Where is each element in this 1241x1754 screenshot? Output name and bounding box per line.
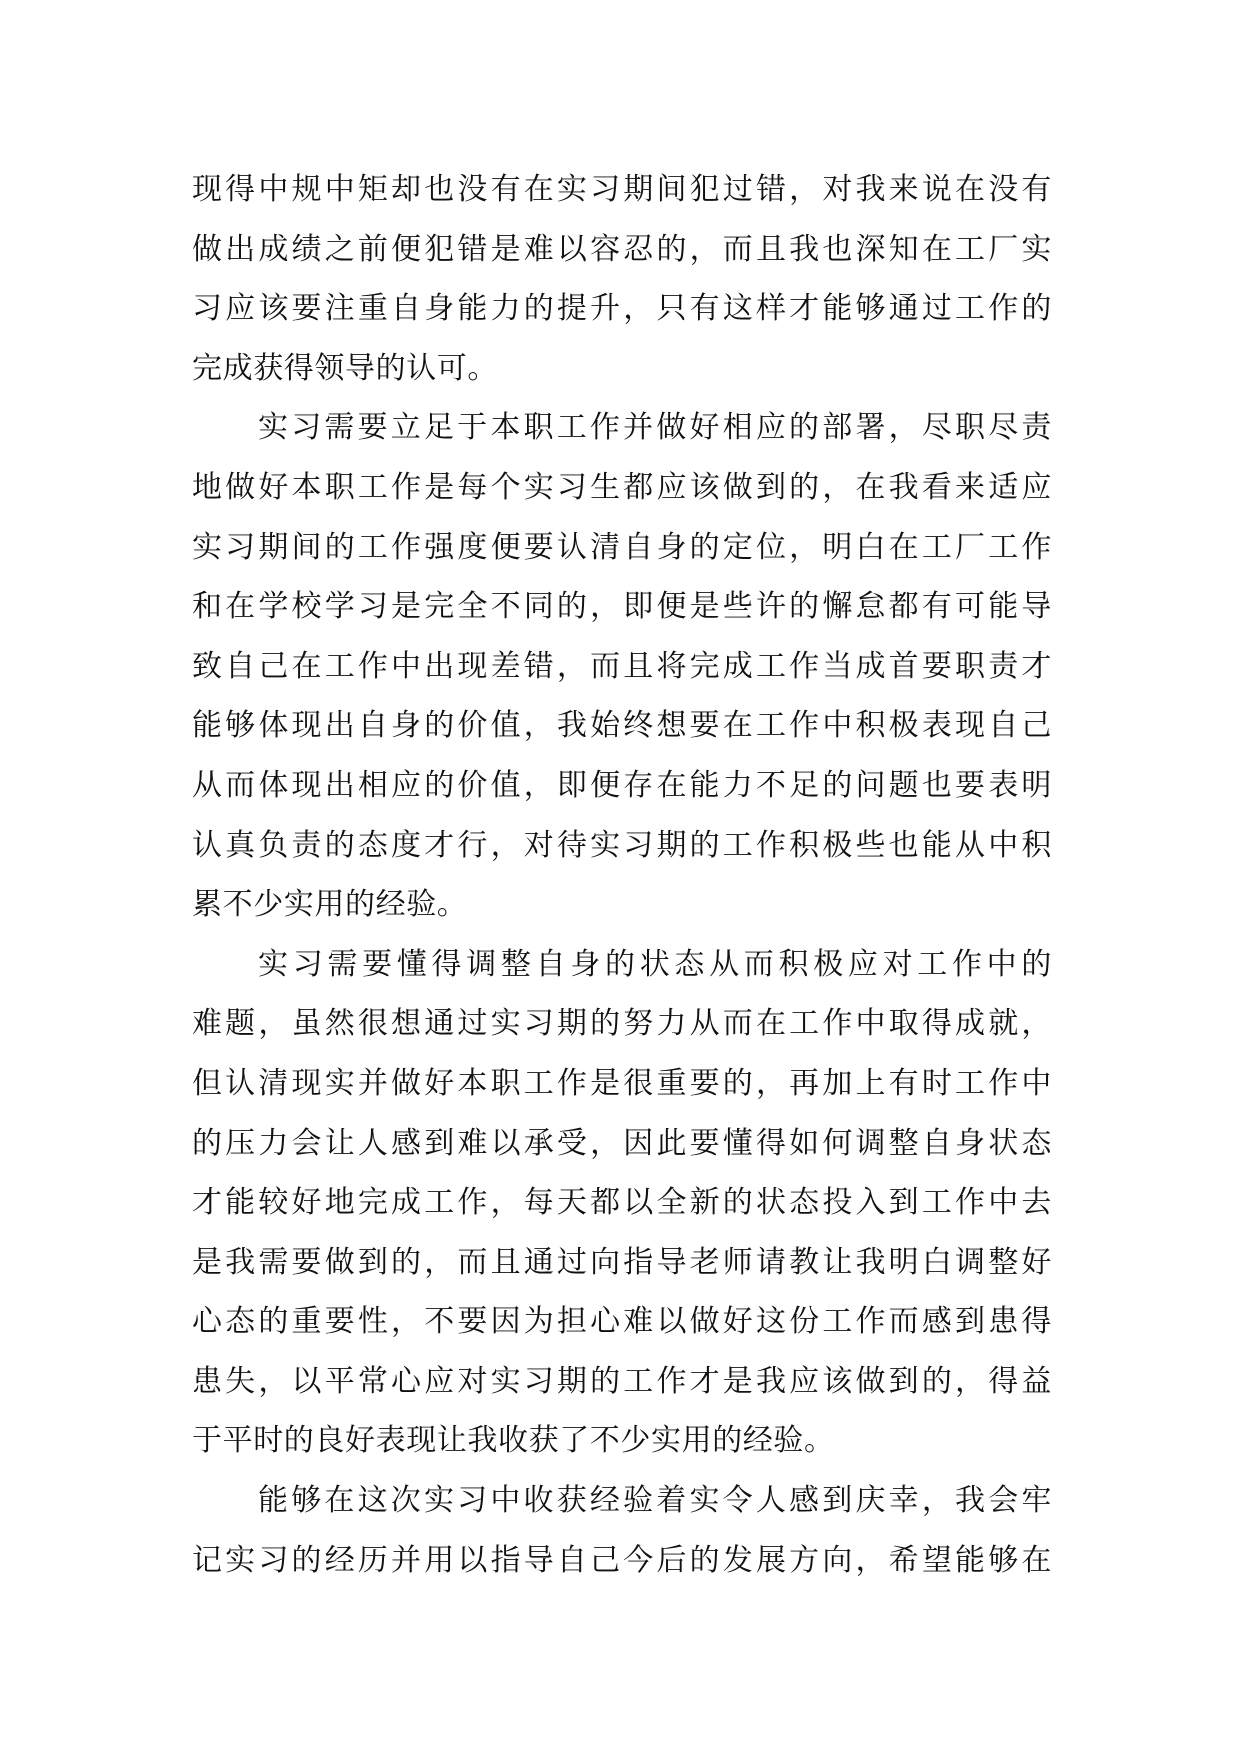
text-line: 从而体现出相应的价值，即便存在能力不足的问题也要表明 [192, 767, 1052, 803]
paragraph [192, 398, 1052, 934]
paragraph [192, 935, 1052, 1471]
text-line: 现得中规中矩却也没有在实习期间犯过错，对我来说在没有 [192, 172, 1052, 207]
text-line: 致自己在工作中出现差错，而且将完成工作当成首要职责才 [192, 648, 1052, 684]
paragraph [192, 160, 1052, 398]
text-line: 记实习的经历并用以指导自己今后的发展方向，希望能够在 [192, 1542, 1052, 1578]
text-line: 于平时的良好表现让我收获了不少实用的经验。 [192, 1423, 835, 1459]
text-line: 心态的重要性，不要因为担心难以做好这份工作而感到患得 [192, 1304, 1052, 1340]
text-line: 能够在这次实习中收获经验着实令人感到庆幸，我会牢 [258, 1483, 1052, 1519]
text-line: 是我需要做到的，而且通过向指导老师请教让我明白调整好 [192, 1244, 1052, 1280]
text-line: 习应该要注重自身能力的提升，只有这样才能够通过工作的 [192, 291, 1052, 327]
text-line: 患失，以平常心应对实习期的工作才是我应该做到的，得益 [192, 1363, 1052, 1399]
text-line: 实习需要立足于本职工作并做好相应的部署，尽职尽责 [258, 410, 1052, 446]
paragraph [192, 1471, 1052, 1590]
text-line: 认真负责的态度才行，对待实习期的工作积极些也能从中积 [192, 827, 1052, 863]
text-line: 实习需要懂得调整自身的状态从而积极应对工作中的 [258, 946, 1052, 982]
text-line: 难题，虽然很想通过实习期的努力从而在工作中取得成就， [192, 1006, 1052, 1042]
text-line: 累不少实用的经验。 [192, 887, 468, 923]
text-line: 做出成绩之前便犯错是难以容忍的，而且我也深知在工厂实 [192, 231, 1052, 267]
text-line: 才能较好地完成工作，每天都以全新的状态投入到工作中去 [192, 1185, 1052, 1221]
text-line: 完成获得领导的认可。 [192, 350, 498, 386]
text-line: 和在学校学习是完全不同的，即便是些许的懈怠都有可能导 [192, 589, 1052, 625]
text-line: 能够体现出自身的价值，我始终想要在工作中积极表现自己 [192, 708, 1052, 744]
text-line: 实习期间的工作强度便要认清自身的定位，明白在工厂工作 [192, 529, 1052, 565]
text-line: 但认清现实并做好本职工作是很重要的，再加上有时工作中 [192, 1065, 1052, 1101]
document-body [192, 160, 1052, 1590]
text-line: 地做好本职工作是每个实习生都应该做到的，在我看来适应 [192, 469, 1052, 505]
text-line: 的压力会让人感到难以承受，因此要懂得如何调整自身状态 [192, 1125, 1052, 1161]
